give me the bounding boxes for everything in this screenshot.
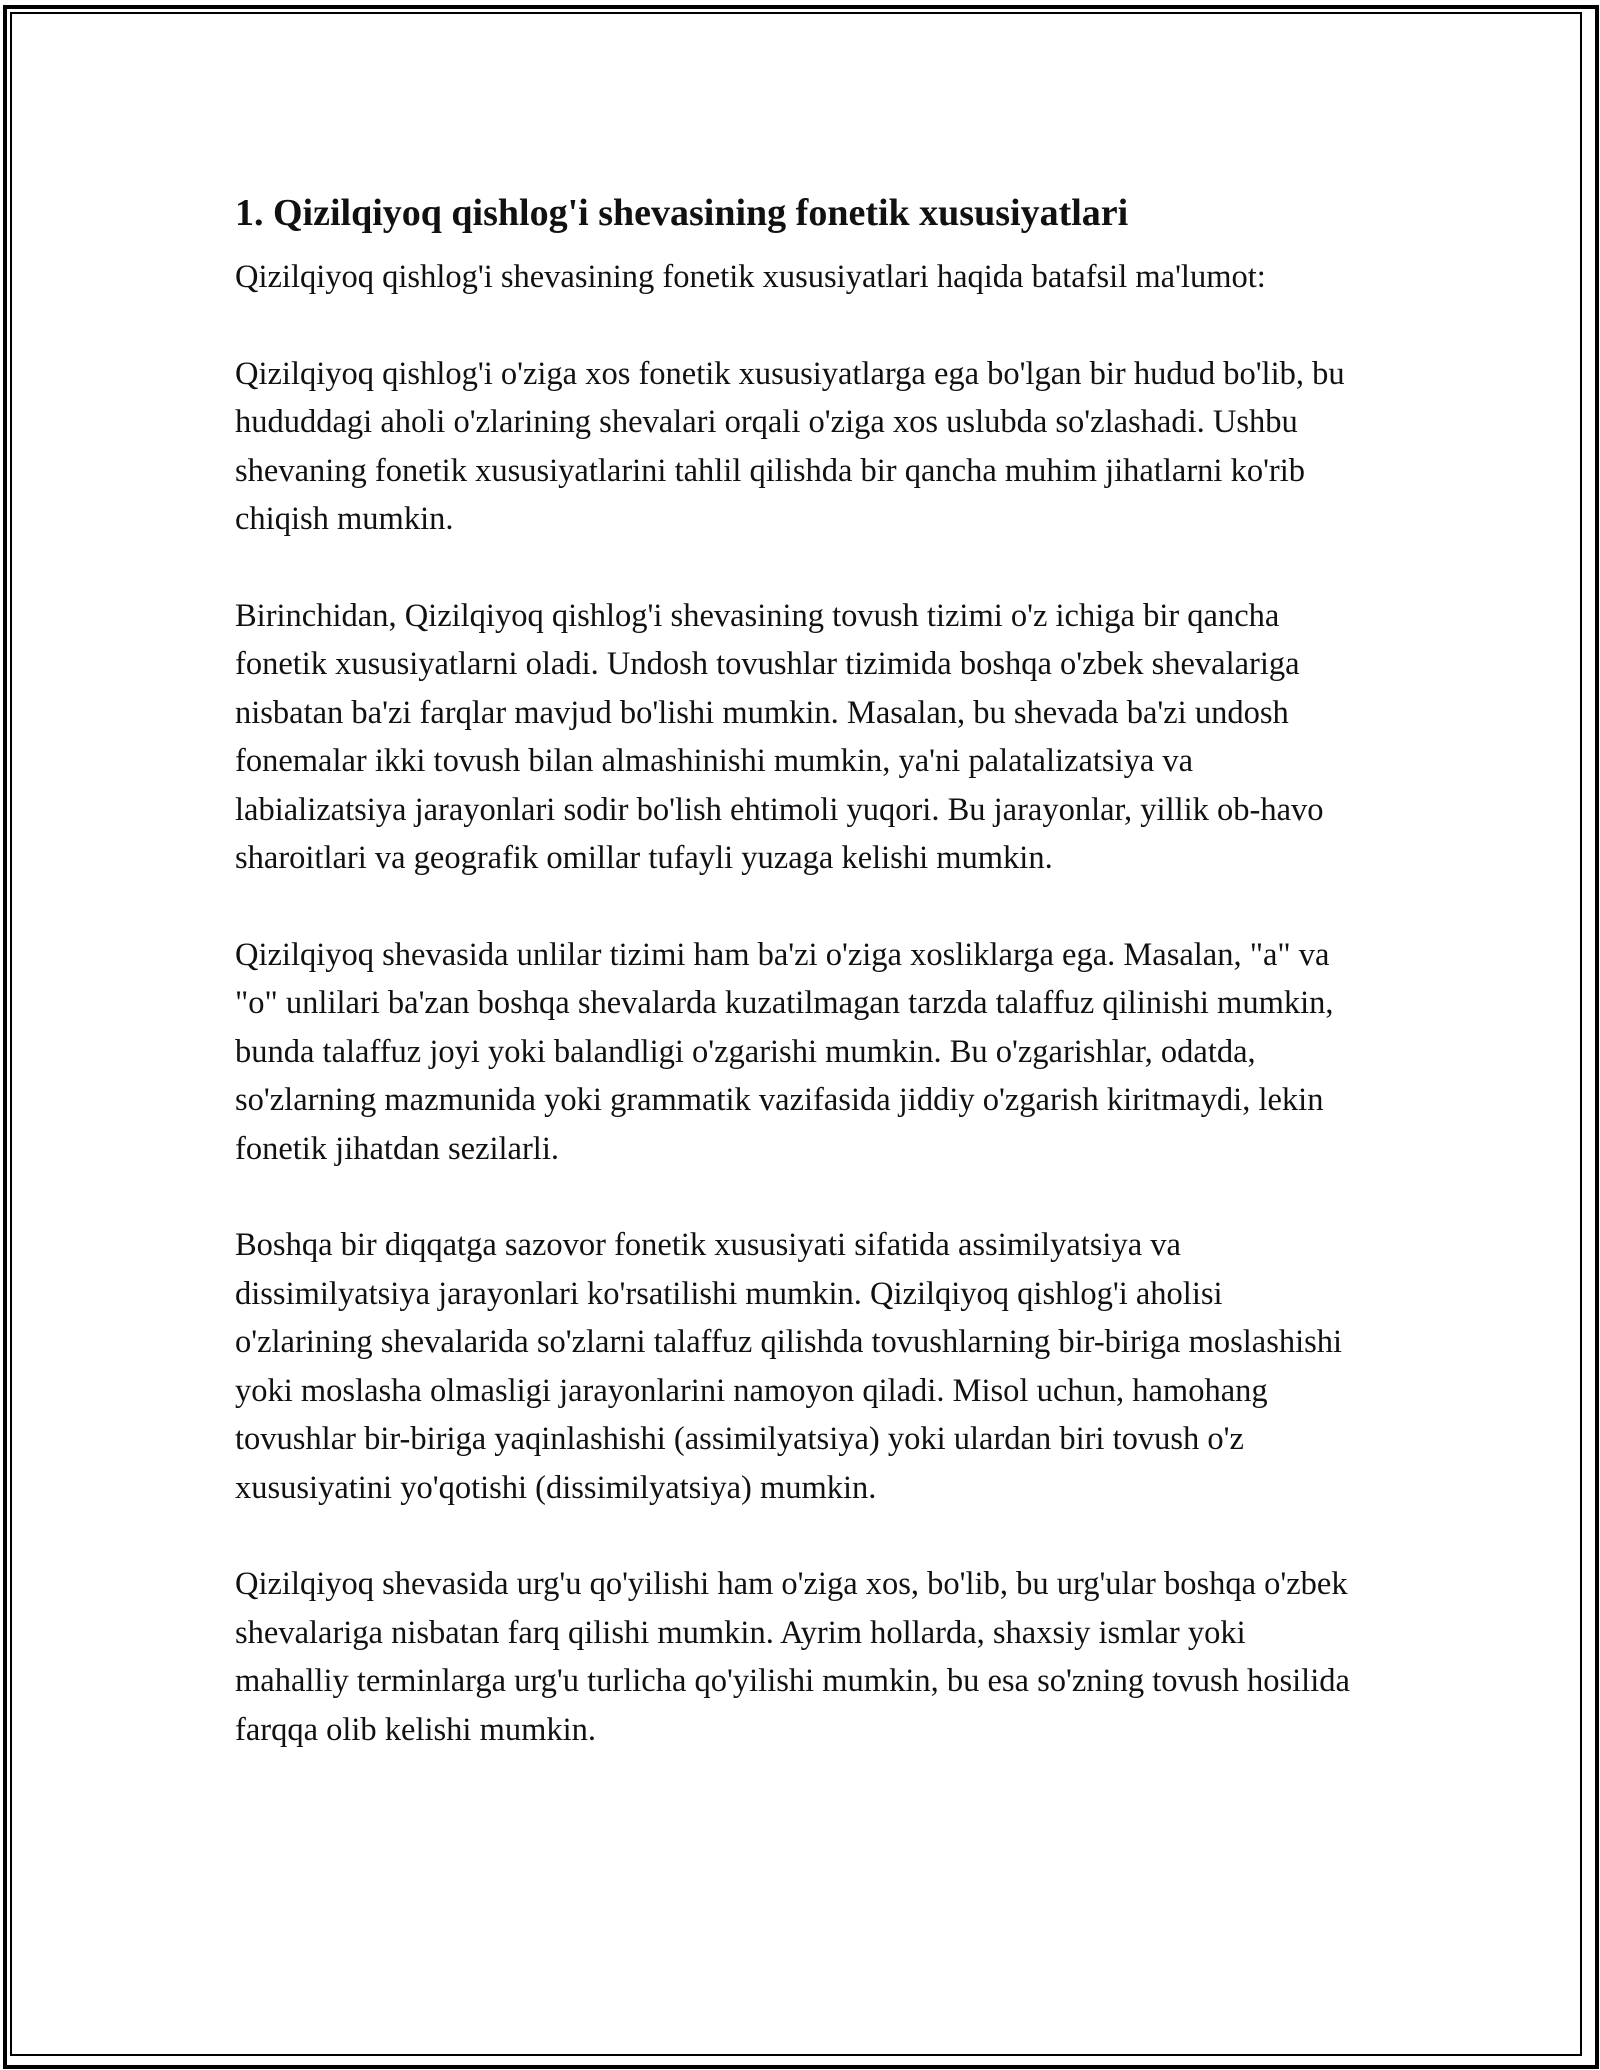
intro-paragraph: Qizilqiyoq qishlog'i shevasining fonetik xususiyatlari haqida batafsil ma'lumot: [235, 259, 1266, 295]
document-body [235, 185, 1355, 1802]
paragraph-consonants: Birinchidan, Qizilqiyoq qishlog'i shevasining tovush tizimi o'z ichiga bir qancha fonetik xususiyatlarni oladi. Undosh tovushlar tizimida boshqa o'zbek shevalariga nisbatan ba'zi farqlar mavjud bo'lishi mumkin. Masalan, bu shevada ba'zi undosh fonemalar ikki tovush bilan almashinishi mumkin, ya'ni palatalizatsiya va labializatsiya jarayonlari sodir bo'lish ehtimoli yuqori. Bu jarayonlar, yillik ob-havo sharoitlari va geografik omillar tufayli yuzaga kelishi mumkin. [235, 597, 1324, 876]
paragraph-overview: Qizilqiyoq qishlog'i o'ziga xos fonetik xususiyatlarga ega bo'lgan bir hudud bo'lib, bu hududdagi aholi o'zlarining shevalari orqali o'ziga xos uslubda so'zlashadi. Ushbu shevaning fonetik xususiyatlarini tahlil qilishda bir qancha muhim jihatlarni ko'rib chiqish mumkin. [235, 355, 1345, 537]
section-heading: 1. Qizilqiyoq qishlog'i shevasining fonetik xususiyatlari [235, 192, 1129, 234]
paragraph-vowels: Qizilqiyoq shevasida unlilar tizimi ham ba'zi o'ziga xosliklarga ega. Masalan, "a" va "o" unlilari ba'zan boshqa shevalarda kuzatilmagan tarzda talaffuz qilinishi mumkin, bunda talaffuz joyi yoki balandligi o'zgarishi mumkin. Bu o'zgarishlar, odatda, so'zlarning mazmunida yoki grammatik vazifasida jiddiy o'zgarish kiritmaydi, lekin fonetik jihatdan sezilarli. [235, 936, 1334, 1167]
paragraph-stress: Qizilqiyoq shevasida urg'u qo'yilishi ham o'ziga xos, bo'lib, bu urg'ular boshqa o'zbek shevalariga nisbatan farq qilishi mumkin. Ayrim hollarda, shaxsiy ismlar yoki mahalliy terminlarga urg'u turlicha qo'yilishi mumkin, bu esa so'zning tovush hosilida farqqa olib kelishi mumkin. [235, 1566, 1350, 1748]
paragraph-assimilation: Boshqa bir diqqatga sazovor fonetik xususiyati sifatida assimilyatsiya va dissimilyatsiya jarayonlari ko'rsatilishi mumkin. Qizilqiyoq qishlog'i aholisi o'zlarining shevalarida so'zlarni talaffuz qilishda tovushlarning bir-biriga moslashishi yoki moslasha olmasligi jarayonlarini namoyon qiladi. Misol uchun, hamohang tovushlar bir-biriga yaqinlashishi (assimilyatsiya) yoki ulardan biri tovush o'z xususiyatini yo'qotishi (dissimilyatsiya) mumkin. [235, 1227, 1343, 1506]
